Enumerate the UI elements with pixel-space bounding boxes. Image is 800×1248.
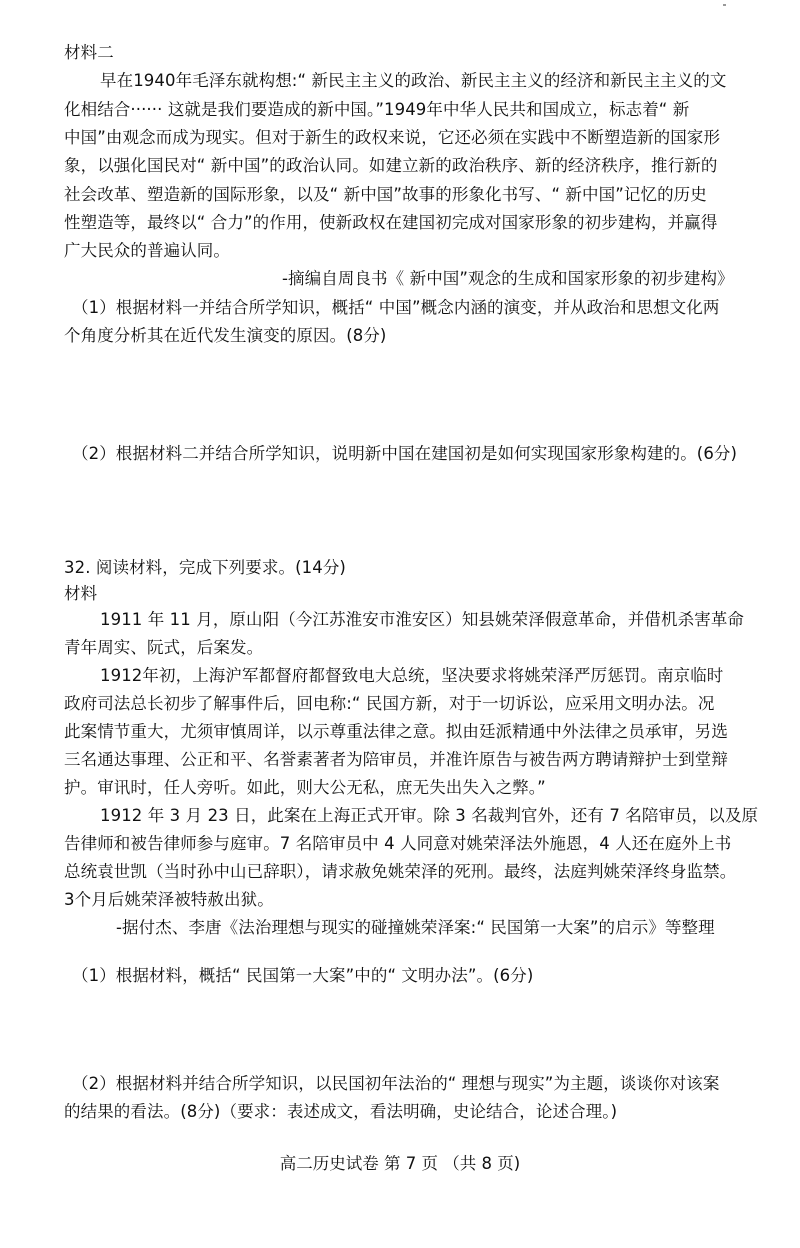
material2-line-5: 社会改革、塑造新的国际形象，以及“ 新中国”故事的形象化书写、“ 新中国”记忆的历史 [64,185,707,204]
material2-line-3: 中国”由观念而成为现实。但对于新生的政权来说，它还必须在实践中不断塑造新的国家形 [64,128,721,147]
q32-line-3: 1912年初，上海沪军都督府都督致电大总统，坚决要求将姚荣泽严厉惩罚。南京临时 [100,666,724,685]
page-footer: 高二历史试卷 第 7 页 （共 8 页) [279,1154,521,1173]
q32-part1: （1）根据材料，概括“ 民国第一大案”中的“ 文明办法”。(6分) [72,966,534,985]
q31-part2: （2）根据材料二并结合所学知识，说明新中国在建国初是如何实现国家形象构建的。(6分) [72,444,738,463]
q32-part2-line-2: 的结果的看法。(8分)（要求：表述成文，看法明确，史论结合，论述合理。) [64,1102,618,1121]
material2-line-6: 性塑造等，最终以“ 合力”的作用，使新政权在建国初完成对国家形象的初步建构，并赢得 [64,213,718,232]
material2-source: -摘编自周良书《 新中国”观念的生成和国家形象的初步建构》 [282,269,734,288]
q32-part2-line-1: （2）根据材料并结合所学知识，以民国初年法治的“ 理想与现实”为主题，谈谈你对该案 [72,1074,720,1093]
q32-line-5: 此案情节重大，尤须审慎周详，以示尊重法律之意。拟由廷派精通中外法律之员承审，另选 [64,722,728,741]
q32-line-6: 三名通达事理、公正和平、名誉素著者为陪审员，并准许原告与被告两方聘请辩护士到堂辩 [64,750,728,769]
q31-part1-line-2: 个角度分析其在近代发生演变的原因。(8分) [64,326,387,345]
scan-mark [723,4,726,6]
q32-line-2: 青年周实、阮式，后案发。 [64,638,264,657]
material2-line-4: 象，以强化国民对“ 新中国”的政治认同。如建立新的政治秩序、新的经济秩序，推行新的 [64,156,718,175]
q32-line-10: 总统袁世凯（当时孙中山已辞职），请求赦免姚荣泽的死刑。最终，法庭判姚荣泽终身监禁。 [64,862,737,881]
q32-line-9: 告律师和被告律师参与庭审。7 名陪审员中 4 人同意对姚荣泽法外施恩，4 人还在庭外上书 [64,834,732,853]
q32-line-4: 政府司法总长初步了解事件后，回电称:“ 民国方新，对于一切诉讼，应采用文明办法。况 [64,694,715,713]
q32-material-heading: 材料 [64,584,98,603]
material2-line-7: 广大民众的普遍认同。 [64,241,230,260]
q32-title: 32. 阅读材料，完成下列要求。(14分) [64,558,346,577]
material2-heading: 材料二 [64,43,114,62]
q32-line-11: 3个月后姚荣泽被特赦出狱。 [64,890,274,909]
q32-line-1: 1911 年 11 月，原山阳（今江苏淮安市淮安区）知县姚荣泽假意革命，并借机杀害革命 [100,610,745,629]
material2-line-2: 化相结合······ 这就是我们要造成的新中国。”1949年中华人民共和国成立，标志着“ 新 [64,100,690,119]
q32-line-8: 1912 年 3 月 23 日，此案在上海正式开审。除 3 名裁判官外，还有 7 名陪审员，以及原 [100,806,759,825]
q32-source: -据付杰、李唐《法治理想与现实的碰撞姚荣泽案:“ 民国第一大案”的启示》等整理 [116,918,715,937]
q32-line-7: 护。审讯时，任人旁听。如此，则大公无私，庶无失出失入之弊。” [64,778,546,797]
q31-part1-line-1: （1）根据材料一并结合所学知识，概括“ 中国”概念内涵的演变，并从政治和思想文化两 [72,298,720,317]
material2-line-1: 早在1940年毛泽东就构想:“ 新民主主义的政治、新民主主义的经济和新民主主义的文 [100,71,727,90]
